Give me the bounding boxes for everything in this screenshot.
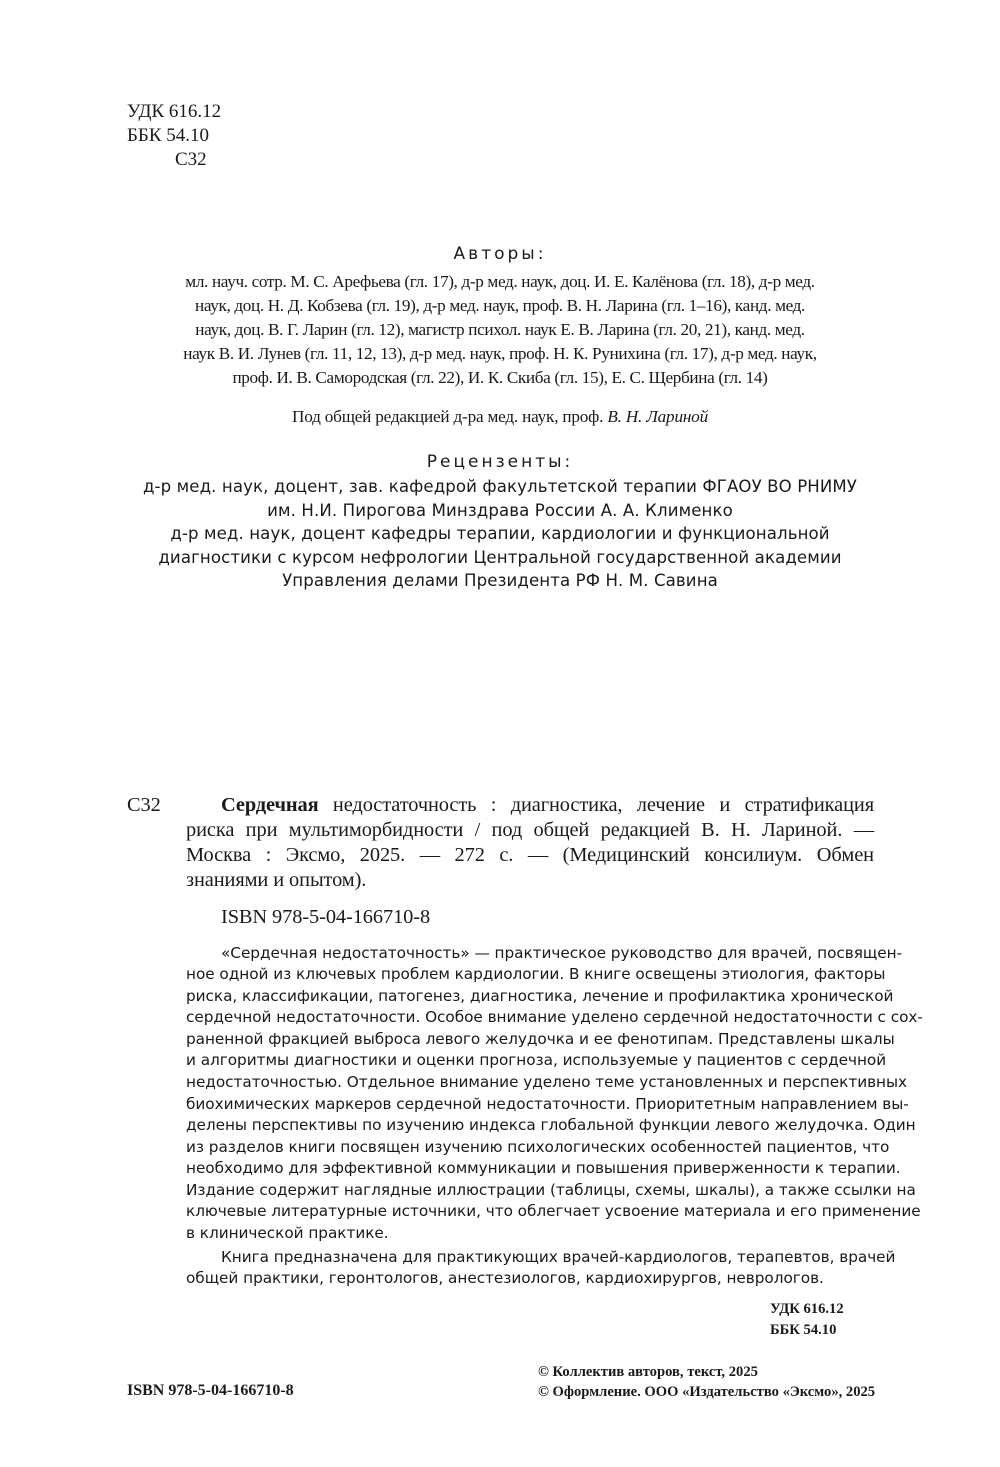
- catalog-line: Москва : Эксмо, 2025. — 272 с. — (Медицинский консилиум. Обмен: [186, 844, 874, 866]
- annotation-line: ное одной из ключевых проблем кардиологии. В книге освещены этиология, факторы: [186, 965, 886, 983]
- authors-line: наук, доц. Н. Д. Кобзева (гл. 19), д-р мед. наук, проф. В. Н. Ларина (гл. 1–16), канд. мед.: [194, 296, 806, 315]
- annotation-line: риска, классификации, патогенез, диагностика, лечение и профилактика хронической: [186, 987, 894, 1005]
- catalog-title-rest: недостаточность : диагностика, лечение и стратификация: [332, 794, 875, 816]
- annotation-line: раненной фракцией выброса левого желудочка и ее фенотипам. Представлены шкалы: [186, 1030, 895, 1048]
- bbk-code: ББК 54.10: [127, 125, 209, 146]
- audience-line: общей практики, геронтологов, анестезиологов, кардиохирургов, неврологов.: [186, 1269, 824, 1287]
- catalog-line: знаниями и опытом).: [186, 869, 367, 891]
- copyright-design: © Оформление. ООО «Издательство «Эксмо», 2025: [538, 1384, 876, 1400]
- annotation-line: в клинической практике.: [186, 1224, 389, 1242]
- reviewer-line: д-р мед. наук, доцент кафедры терапии, кардиологии и функциональной: [170, 524, 830, 543]
- annotation-line: «Сердечная недостаточность» — практическое руководство для врачей, посвящен-: [221, 944, 902, 962]
- reviewer-line: диагностики с курсом нефрологии Центральной государственной академии: [158, 548, 842, 567]
- footer-bbk: ББК 54.10: [770, 1322, 837, 1338]
- editor-line: [120, 407, 880, 427]
- annotation-line: необходимо для эффективной коммуникации и повышения приверженности к терапии.: [186, 1159, 901, 1177]
- catalog-sign: С32: [127, 794, 161, 816]
- authors-line: мл. науч. сотр. М. С. Арефьева (гл. 17), д-р мед. наук, доц. И. Е. Калёнова (гл. 18), д-р мед.: [185, 272, 815, 291]
- annotation-line: делены перспективы по изучению индекса глобальной функции левого желудочка. Один: [186, 1116, 916, 1134]
- annotation-line: из разделов книги посвящен изучению психологических особенностей пациентов, что: [186, 1138, 890, 1156]
- catalog-line: риска при мультиморбидности / под общей редакцией В. Н. Лариной. —: [186, 819, 874, 841]
- udk-code: УДК 616.12: [127, 101, 222, 122]
- author-sign: С32: [175, 149, 207, 170]
- reviewer-line: д-р мед. наук, доцент, зав. кафедрой факультетской терапии ФГАОУ ВО РНИМУ: [142, 477, 858, 496]
- annotation-line: и алгоритмы диагностики и оценки прогноза, используемые у пациентов с сердечной: [186, 1051, 887, 1069]
- annotation-line: ключевые литературные источники, что облегчает усвоение материала и его применение: [186, 1202, 921, 1220]
- catalog-title-line: [221, 793, 874, 819]
- authors-line: наук, доц. В. Г. Ларин (гл. 12), магистр психол. наук Е. В. Ларина (гл. 20, 21), канд. мед.: [195, 320, 805, 339]
- reviewer-line: им. Н.И. Пирогова Минздрава России А. А. Клименко: [267, 501, 733, 520]
- footer-isbn: ISBN 978-5-04-166710-8: [127, 1382, 294, 1399]
- catalog-title-bold: Сердечная: [221, 794, 319, 816]
- authors-heading: Авторы:: [453, 244, 547, 264]
- reviewers-heading: Рецензенты:: [426, 452, 574, 472]
- annotation-line: недостаточностью. Отдельное внимание уделено теме установленных и перспективных: [186, 1073, 908, 1091]
- editor-name: В. Н. Лариной: [607, 407, 708, 426]
- footer-udk: УДК 616.12: [770, 1301, 844, 1317]
- annotation-line: биохимических маркеров сердечной недостаточности. Приоритетным направлением вы-: [186, 1095, 909, 1113]
- authors-line: наук В. И. Лунев (гл. 11, 12, 13), д-р мед. наук, проф. Н. К. Рунихина (гл. 17), д-р мед. наук,: [183, 344, 817, 363]
- editor-prefix: Под общей редакцией д-ра мед. наук, проф.: [292, 407, 604, 426]
- catalog-isbn: ISBN 978-5-04-166710-8: [221, 906, 431, 928]
- audience-line: Книга предназначена для практикующих врачей-кардиологов, терапевтов, врачей: [221, 1248, 896, 1266]
- copyright-authors: © Коллектив авторов, текст, 2025: [538, 1364, 758, 1380]
- authors-line: проф. И. В. Самородская (гл. 22), И. К. Скиба (гл. 15), Е. С. Щербина (гл. 14): [232, 368, 768, 387]
- annotation-line: сердечной недостаточности. Особое внимание уделено сердечной недостаточности с сох-: [186, 1008, 923, 1026]
- annotation-line: Издание содержит наглядные иллюстрации (таблицы, схемы, шкалы), а также ссылки на: [186, 1181, 916, 1199]
- reviewer-line: Управления делами Президента РФ Н. М. Савина: [282, 571, 718, 590]
